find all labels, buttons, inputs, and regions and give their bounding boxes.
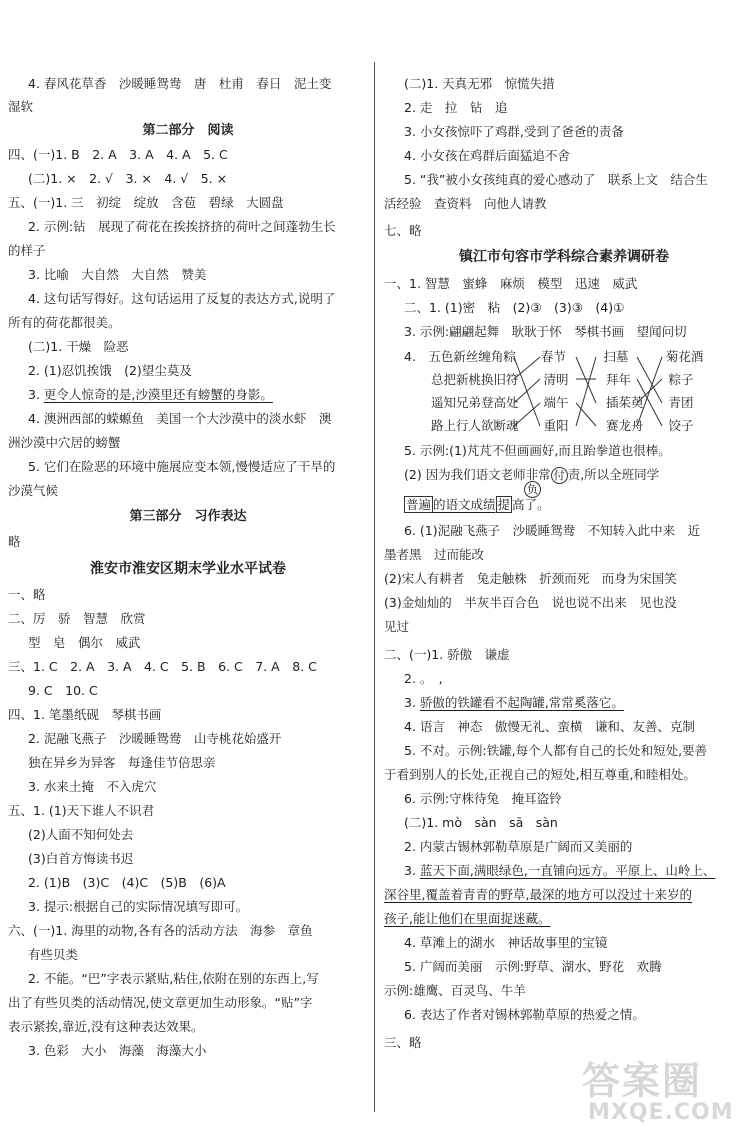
text-line: (2)人面不知何处去 — [28, 827, 134, 842]
text-line: 2. 。 , — [404, 671, 443, 686]
text-line: 3. 比喻 大自然 大自然 赞美 — [28, 267, 207, 282]
text-line: (二)1. mò sàn sā sàn — [404, 815, 558, 830]
text-line: 沙漠气候 — [8, 483, 59, 498]
watermark-logo-text: 答案圈 — [582, 1059, 703, 1103]
text-line: 四、1. 笔墨纸砚 琴棋书画 — [8, 707, 162, 722]
text-line: 路上行人欲断魂 重阳 赛龙舟 饺子 — [431, 418, 694, 433]
sentence-part: (2) 因为我们语文老师非常 — [404, 467, 551, 482]
text-line: 6. (1)泥融飞燕子 沙暖睡鸳鸯 不知转入此中来 近 — [404, 523, 701, 538]
item-number: 3. — [404, 695, 416, 710]
text-line: 七、略 — [384, 223, 422, 238]
text-line: 4. 草滩上的湖水 神话故事里的宝镜 — [404, 935, 608, 950]
text-line: 洲沙漠中穴居的螃蟹 — [8, 435, 121, 450]
text-line: 9. C 10. C — [28, 683, 98, 698]
text-line: 3. 小女孩惊吓了鸡群,受到了爸爸的责备 — [404, 124, 624, 139]
text-line: 4. 澳洲西部的蝾螈鱼 美国一个大沙漠中的淡水虾 澳 — [28, 411, 332, 426]
text-line: 所有的荷花都很美。 — [8, 315, 121, 330]
text-line: 3. 水来土掩 不入虎穴 — [28, 779, 157, 794]
text-line: 独在异乡为异客 每逢佳节倍思亲 — [28, 755, 216, 770]
text-line: 三、略 — [384, 1035, 422, 1050]
text-line: 3. 色彩 大小 海藻 海藻大小 — [28, 1043, 207, 1058]
matching-lines — [392, 346, 732, 446]
text-line: 遥知兄弟登高处 端午 插茱萸 青团 — [431, 395, 694, 410]
text-line: 3. 提示:根据自己的实际情况填写即可。 — [28, 899, 249, 914]
text-line: 活经验 查资料 向他人请教 — [384, 196, 547, 211]
text-line: 四、(一)1. B 2. A 3. A 4. A 5. C — [8, 147, 228, 162]
text-line: 湿软 — [8, 99, 34, 114]
text-line — [404, 862, 715, 880]
text-line: 2. (1)忍饥挨饿 (2)望尘莫及 — [28, 363, 192, 378]
circled-char: 负 — [524, 481, 541, 498]
text-line: (3)白首方悔读书迟 — [28, 851, 134, 866]
column-divider — [374, 62, 375, 1112]
match-line — [637, 379, 662, 426]
text-line: 4. 这句话写得好。这句话运用了反复的表达方式,说明了 — [28, 291, 336, 306]
text-line: 六、(一)1. 海里的动物,各有各的活动方法 海参 章鱼 — [8, 923, 313, 938]
text-line: 的样子 — [8, 243, 46, 258]
text-line: 总把新桃换旧符 清明 拜年 粽子 — [431, 372, 694, 387]
text-line: (二)1. 干燥 险恶 — [28, 339, 129, 354]
item-number: 3. — [404, 863, 416, 878]
text-line: 一、略 — [8, 587, 46, 602]
circled-char: 付 — [551, 467, 568, 484]
underlined-answer: 的语文成绩 — [433, 497, 496, 512]
text-line: 有些贝类 — [28, 947, 79, 962]
boxed-word: 提 — [497, 497, 511, 512]
text-line: 4. 五色新丝缠角粽 春节 扫墓 菊花酒 — [404, 349, 704, 364]
text-line — [404, 694, 624, 712]
text-line: 4. 语言 神态 傲慢无礼、蛮横 谦和、友善、克制 — [404, 719, 695, 734]
watermark-domain: MXQE.COM — [588, 1100, 734, 1125]
text-line: 4. 春风花草香 沙暖睡鸳鸯 唐 杜甫 春日 泥土变 — [28, 76, 332, 91]
text-line: 型 皂 偶尔 威武 — [28, 635, 141, 650]
text-line: 二、1. (1)密 粘 (2)③ (3)③ (4)① — [404, 300, 625, 315]
exam-title: 淮安市淮安区期末学业水平试卷 — [90, 561, 286, 577]
text-line: 二、(一)1. 骄傲 谦虚 — [384, 647, 510, 662]
text-line: (2)宋人有耕者 兔走触株 折颈而死 而身为宋国笑 — [384, 571, 677, 586]
boxed-word: 普遍 — [406, 497, 432, 512]
watermark — [582, 1050, 742, 1136]
match-line — [576, 357, 596, 403]
exam-title: 镇江市句容市学科综合素养调研卷 — [459, 249, 669, 265]
text-line: 二、厉 骄 智慧 欣赏 — [8, 611, 146, 626]
text-line — [28, 386, 273, 404]
match-line — [576, 357, 596, 426]
text-line: 墨者黑 过而能改 — [384, 547, 485, 562]
text-line: 见过 — [384, 619, 410, 634]
text-line: 五、(一)1. 三 初绽 绽放 含苞 碧绿 大圆盘 — [8, 195, 284, 210]
section-heading: 第三部分 习作表达 — [129, 509, 247, 524]
text-line: 5. 示例:(1)芃芃不但画画好,而且跆拳道也很棒。 — [404, 443, 671, 458]
text-line: 2. 不能。“巴”字表示紧贴,粘住,依附在别的东西上,写 — [28, 971, 319, 986]
text-line: 三、1. C 2. A 3. A 4. C 5. B 6. C 7. A 8. C — [8, 659, 317, 674]
text-line: 6. 表达了作者对锡林郭勒草原的热爱之情。 — [404, 1007, 645, 1022]
text-line: 2. 走 拉 钻 追 — [404, 100, 508, 115]
text-line: 2. (1)B (3)C (4)C (5)B (6)A — [28, 875, 226, 890]
underlined-answer: 孩子,能让他们在里面捉迷藏。 — [384, 911, 551, 926]
text-line: 五、1. (1)天下谁人不识君 — [8, 803, 155, 818]
match-line — [637, 357, 662, 426]
text-line: 2. 示例:钻 展现了荷花在挨挨挤挤的荷叶之间蓬勃生长 — [28, 219, 336, 234]
text-line: 示例:雄鹰、百灵鸟、牛羊 — [384, 983, 526, 998]
underlined-answer: 更令人惊奇的是,沙漠里还有螃蟹的身影。 — [43, 387, 273, 402]
text-line: 2. 内蒙古锡林郭勒草原是广阔而又美丽的 — [404, 839, 633, 854]
text-line: 5. 广阔而美丽 示例:野草、湖水、野花 欢腾 — [404, 959, 662, 974]
text-line: 5. 不对。示例:铁罐,每个人都有自己的长处和短处,要善 — [404, 743, 708, 758]
text-line: (3)金灿灿的 半灰半百合色 说也说不出来 见也没 — [384, 595, 677, 610]
text-line — [404, 496, 550, 514]
match-line — [514, 379, 540, 403]
underlined-answer: 骄傲的铁罐看不起陶罐,常常奚落它。 — [419, 695, 624, 710]
match-line — [637, 357, 662, 403]
item-number: 3. — [28, 387, 40, 402]
text-line: 2. 泥融飞燕子 沙暖睡鸳鸯 山寺桃花始盛开 — [28, 731, 282, 746]
text-line: 5. “我”被小女孩纯真的爱心感动了 联系上文 结合生 — [404, 172, 708, 187]
text-line: 于看到别人的长处,正视自己的短处,相互尊重,和睦相处。 — [384, 767, 696, 782]
text-line: 5. 它们在险恶的环境中施展应变本领,慢慢适应了干旱的 — [28, 459, 336, 474]
sentence-part: 责,所以全班同学 — [567, 467, 660, 482]
text-line: 6. 示例:守株待兔 掩耳盗铃 — [404, 791, 562, 806]
text-line: (二)1. 天真无邪 惊慌失措 — [404, 76, 555, 91]
text-line: 一、1. 智慧 蜜蜂 麻烦 模型 迅速 威武 — [384, 276, 638, 291]
sentence-part: 高了。 — [512, 497, 550, 512]
text-line — [384, 886, 692, 904]
text-line: (二)1. × 2. √ 3. × 4. √ 5. × — [28, 171, 228, 186]
text-line: 3. 示例:翩翩起舞 耿耿于怀 琴棋书画 望闻问切 — [404, 324, 687, 339]
text-line: 4. 小女孩在鸡群后面猛追不舍 — [404, 148, 570, 163]
text-line — [384, 910, 550, 928]
text-line: 略 — [8, 534, 21, 549]
underlined-answer: 蓝天下面,满眼绿色,一直铺向远方。平原上、山岭上、 — [419, 863, 716, 878]
underlined-answer: 深谷里,覆盖着青青的野草,最深的地方可以没过十来岁的 — [384, 887, 692, 902]
text-line: 表示紧挨,靠近,没有这种表达效果。 — [8, 1019, 204, 1034]
text-line: 出了有些贝类的活动情况,使文章更加生动形象。“贴”字 — [8, 995, 313, 1010]
section-heading: 第二部分 阅读 — [142, 123, 234, 138]
